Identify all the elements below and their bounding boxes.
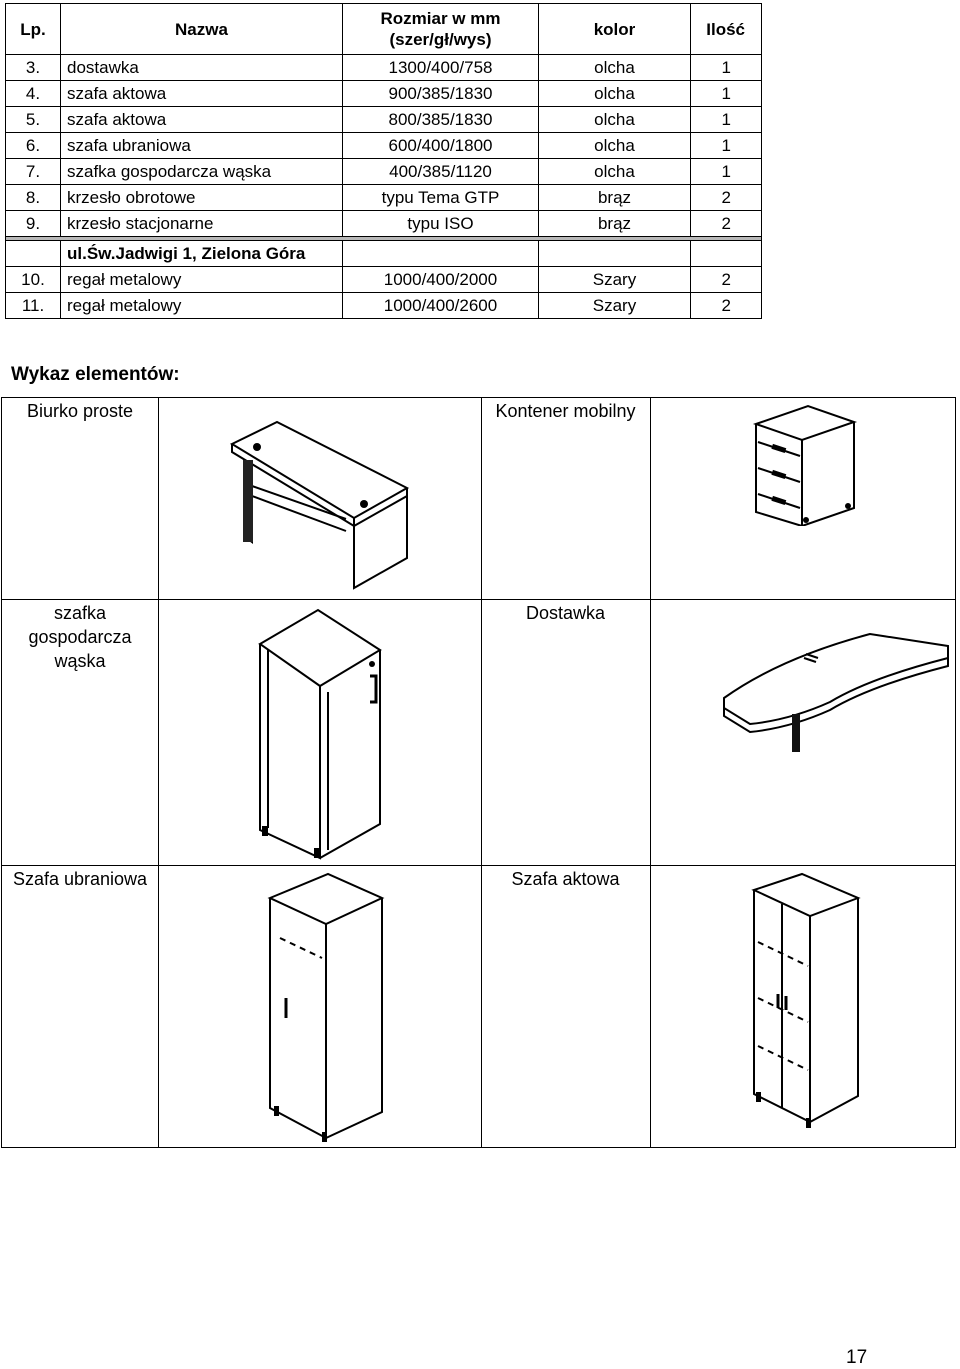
label-szafka-line2: gospodarcza: [28, 627, 132, 647]
cell-lp: 3.: [6, 55, 61, 81]
cell-name: regał metalowy: [61, 267, 343, 293]
cell-name: szafka gospodarcza wąska: [61, 159, 343, 185]
cell-name: szafa ubraniowa: [61, 133, 343, 159]
grid-divider: [481, 398, 482, 1147]
grid-divider: [158, 398, 159, 1147]
cell-name: krzesło obrotowe: [61, 185, 343, 211]
elements-grid: [1, 397, 956, 1148]
header-rozmiar: [343, 4, 539, 55]
label-kontener-mobilny: Kontener mobilny: [495, 401, 636, 421]
table-row: [6, 267, 762, 293]
table-row: [6, 133, 762, 159]
cell-name: dostawka: [61, 55, 343, 81]
group-color-empty: [539, 241, 691, 267]
table-row: [6, 107, 762, 133]
cell-qty: 2: [691, 293, 762, 319]
grid-divider: [650, 398, 651, 1147]
cell-size: typu ISO: [343, 211, 539, 237]
cell-size: 1300/400/758: [343, 55, 539, 81]
header-ilosc: Ilość: [691, 4, 762, 55]
cell-qty: 2: [691, 211, 762, 237]
page-number: 17: [846, 1347, 868, 1368]
grid-divider: [2, 599, 955, 600]
cell-size: 1000/400/2600: [343, 293, 539, 319]
cell-size: 800/385/1830: [343, 107, 539, 133]
table-row: [6, 185, 762, 211]
cell-qty: 2: [691, 267, 762, 293]
cell-lp: 10.: [6, 267, 61, 293]
wardrobe-illustration: [250, 868, 395, 1148]
header-nazwa: Nazwa: [61, 4, 343, 55]
cell-name: szafa aktowa: [61, 107, 343, 133]
label-szafa-ubraniowa: Szafa ubraniowa: [12, 869, 148, 889]
cell-color: brąz: [539, 211, 691, 237]
cell-size: 900/385/1830: [343, 81, 539, 107]
cell-size: typu Tema GTP: [343, 185, 539, 211]
cell-name: regał metalowy: [61, 293, 343, 319]
cell-lp: 11.: [6, 293, 61, 319]
label-szafa-aktowa: Szafa aktowa: [511, 869, 620, 889]
cell-qty: 1: [691, 81, 762, 107]
cell-color: brąz: [539, 185, 691, 211]
furniture-table: [5, 3, 762, 319]
cell-qty: 1: [691, 159, 762, 185]
cell-size: 600/400/1800: [343, 133, 539, 159]
header-kolor: kolor: [539, 4, 691, 55]
cell-color: Szary: [539, 293, 691, 319]
mobile-pedestal-illustration: [750, 402, 860, 526]
cell-color: olcha: [539, 81, 691, 107]
elements-list-title: Wykaz elementów:: [11, 364, 180, 385]
cell-size: 1000/400/2000: [343, 267, 539, 293]
cell-lp: 8.: [6, 185, 61, 211]
cell-qty: 1: [691, 133, 762, 159]
cell-lp: 7.: [6, 159, 61, 185]
cell-qty: 1: [691, 107, 762, 133]
table-row: [6, 81, 762, 107]
label-szafka-gospodarcza: [2, 601, 158, 673]
cell-qty: 1: [691, 55, 762, 81]
cell-lp: 6.: [6, 133, 61, 159]
cell-lp: 4.: [6, 81, 61, 107]
cell-name: krzesło stacjonarne: [61, 211, 343, 237]
cell-lp: 9.: [6, 211, 61, 237]
group-header-row: [6, 241, 762, 267]
grid-divider: [2, 865, 955, 866]
table-row: [6, 55, 762, 81]
cell-qty: 2: [691, 185, 762, 211]
table-row: [6, 159, 762, 185]
label-biurko-proste: Biurko proste: [26, 401, 134, 421]
group-lp-empty: [6, 241, 61, 267]
file-cabinet-illustration: [724, 868, 864, 1148]
desk-illustration: [222, 416, 412, 592]
header-lp: Lp.: [6, 4, 61, 55]
cell-size: 400/385/1120: [343, 159, 539, 185]
label-szafka-line3: wąska: [54, 651, 106, 671]
table-row: [6, 293, 762, 319]
cell-color: olcha: [539, 107, 691, 133]
label-dostawka: Dostawka: [525, 603, 606, 623]
group-size-empty: [343, 241, 539, 267]
cell-lp: 5.: [6, 107, 61, 133]
group-location-label: ul.Św.Jadwigi 1, Zielona Góra: [61, 241, 343, 267]
header-rozmiar-line1: Rozmiar w mm: [380, 9, 501, 28]
cell-color: olcha: [539, 159, 691, 185]
narrow-cabinet-illustration: [254, 606, 394, 862]
table-row: [6, 211, 762, 237]
header-rozmiar-line2: (szer/gł/wys): [389, 30, 492, 49]
label-szafka-line1: szafka: [53, 603, 107, 623]
extension-table-illustration: [720, 628, 952, 754]
cell-color: olcha: [539, 55, 691, 81]
table-header-row: [6, 4, 762, 55]
cell-color: Szary: [539, 267, 691, 293]
group-qty-empty: [691, 241, 762, 267]
cell-color: olcha: [539, 133, 691, 159]
cell-name: szafa aktowa: [61, 81, 343, 107]
